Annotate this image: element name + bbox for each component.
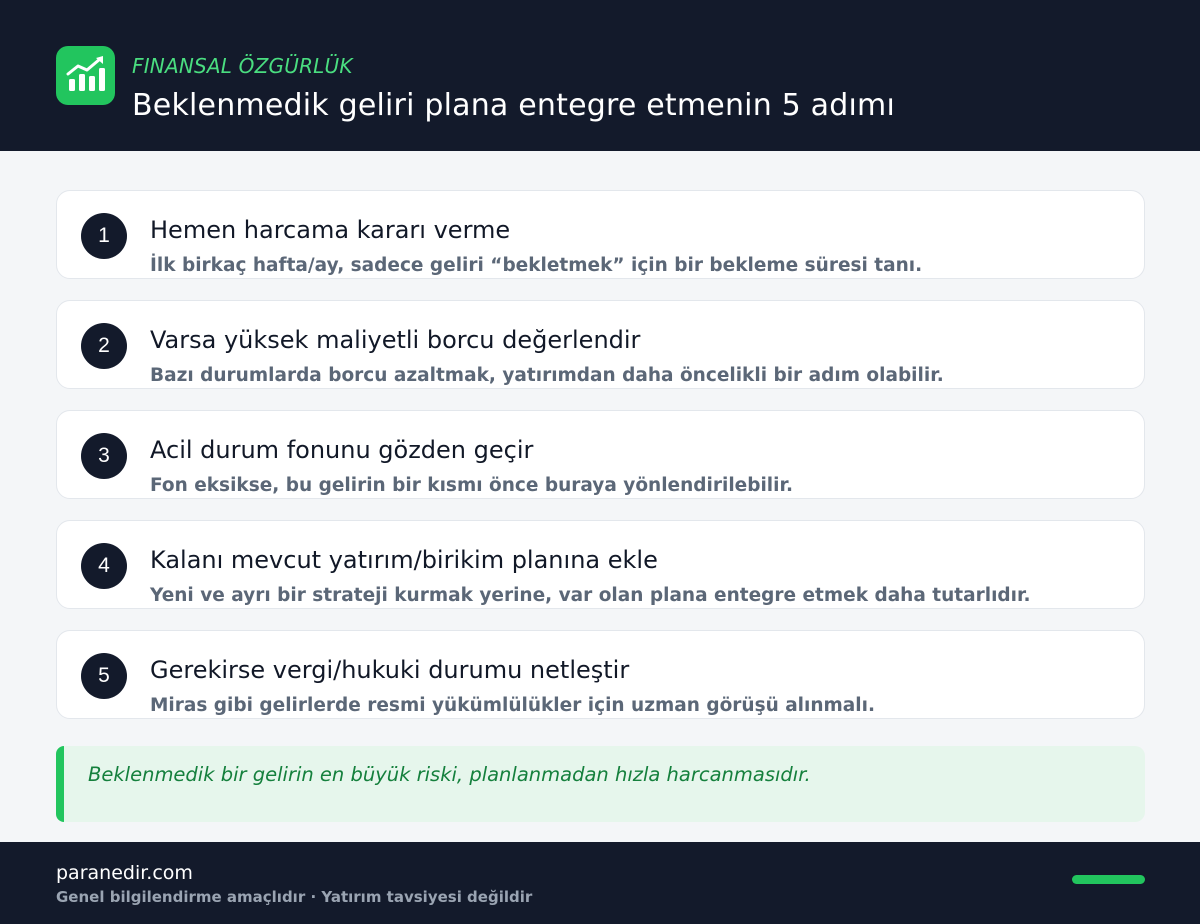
step-title: Hemen harcama kararı verme bbox=[150, 216, 511, 244]
growth-chart-icon bbox=[56, 46, 115, 105]
callout-accent-bar bbox=[56, 746, 64, 822]
step-title: Gerekirse vergi/hukuki durumu netleştir bbox=[150, 656, 630, 684]
disclaimer: Genel bilgilendirme amaçlıdır · Yatırım tavsiyesi değildir bbox=[56, 888, 533, 906]
step-card-1 bbox=[56, 190, 1145, 279]
callout-note bbox=[56, 746, 1145, 822]
header-kicker: FINANSAL ÖZGÜRLÜK bbox=[132, 54, 353, 78]
step-description: Fon eksikse, bu gelirin bir kısmı önce buraya yönlendirilebilir. bbox=[150, 475, 793, 496]
step-number-badge: 2 bbox=[81, 323, 127, 369]
step-title: Kalanı mevcut yatırım/birikim planına ekle bbox=[150, 546, 658, 574]
step-description: İlk birkaç hafta/ay, sadece geliri “bekletmek” için bir bekleme süresi tanı. bbox=[150, 255, 923, 276]
footer bbox=[0, 842, 1200, 924]
callout-text: Beklenmedik bir gelirin en büyük riski, planlanmadan hızla harcanmasıdır. bbox=[88, 763, 811, 786]
step-card-5 bbox=[56, 630, 1145, 719]
step-card-4 bbox=[56, 520, 1145, 609]
page-title: Beklenmedik geliri plana entegre etmenin 5 adımı bbox=[132, 88, 895, 123]
footer-accent-line bbox=[1072, 875, 1145, 884]
step-description: Bazı durumlarda borcu azaltmak, yatırımdan daha öncelikli bir adım olabilir. bbox=[150, 365, 944, 386]
step-description: Miras gibi gelirlerde resmi yükümlülükler için uzman görüşü alınmalı. bbox=[150, 695, 876, 716]
step-description: Yeni ve ayrı bir strateji kurmak yerine, var olan plana entegre etmek daha tutarlıdır. bbox=[150, 585, 1031, 606]
step-title: Varsa yüksek maliyetli borcu değerlendir bbox=[150, 326, 641, 354]
step-card-3 bbox=[56, 410, 1145, 499]
step-number-badge: 4 bbox=[81, 543, 127, 589]
site-name: paranedir.com bbox=[56, 862, 193, 884]
header bbox=[0, 0, 1200, 151]
step-number-badge: 5 bbox=[81, 653, 127, 699]
step-number-badge: 1 bbox=[81, 213, 127, 259]
step-card-2 bbox=[56, 300, 1145, 389]
logo bbox=[56, 46, 115, 105]
step-number-badge: 3 bbox=[81, 433, 127, 479]
step-title: Acil durum fonunu gözden geçir bbox=[150, 436, 534, 464]
